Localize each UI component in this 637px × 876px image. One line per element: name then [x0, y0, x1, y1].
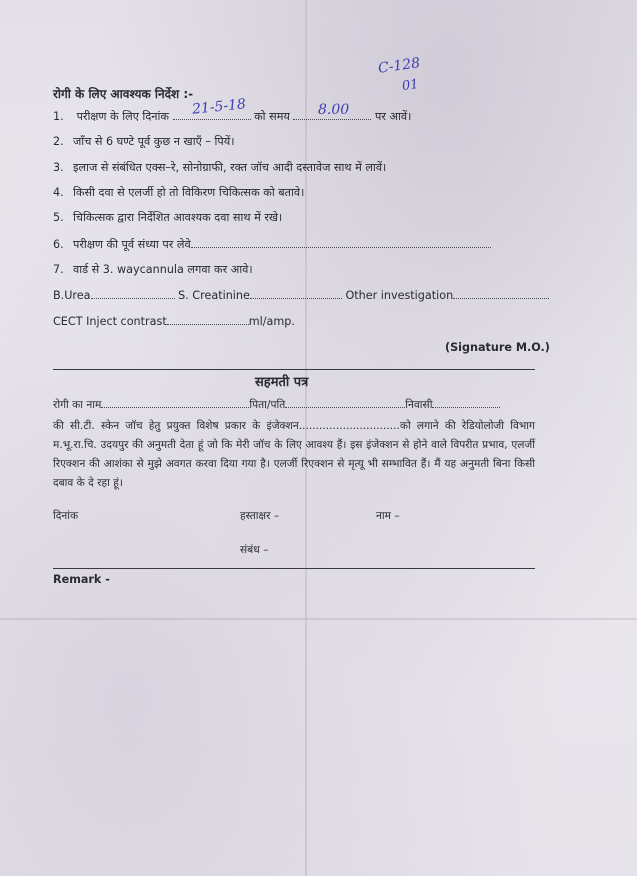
consent-signature-label: हस्ताक्षर –: [240, 510, 280, 522]
consent-body-text: की सी.टी. स्केन जॉच हेतु प्रयुक्त विशेष प्रकार के इंजेक्शन..............................को लगाने की रेडियोलोजी विभाग म.भू.रा.चि. उदयपुर की अनुमती देता हूं जो कि मेरी जॉच के लिए आवश्य हैं। इस इंजेक्शन से होने वाले विपरीत प्रभाव, एलर्जी रिएक्शन की आशंका से मुझे अवगत करवा दिया गया है। एलर्जी रिएक्शन से मृत्यू भी सम्भावित हैं। मैं यह अनुमती बिना किसी दबाव के दे रहा हूं।: [53, 420, 535, 489]
s-creatinine-label: S. Creatinine: [178, 289, 250, 302]
resident-field[interactable]: [432, 407, 500, 408]
lab-tests-row: [53, 289, 549, 302]
instruction-item-4: 4. किसी दवा से एलर्जी हो तो विकिरण चिकित्सक को बतावे।: [53, 186, 305, 199]
instruction-item-6: 6. परीक्षण की पूर्व संध्या पर लेवे: [53, 237, 491, 252]
consent-title: सहमती पत्र: [255, 375, 309, 390]
corner-note-line2: 01: [401, 76, 420, 95]
consent-name-label: नाम –: [376, 510, 400, 522]
parent-name-field[interactable]: [285, 407, 405, 408]
b-urea-field[interactable]: [91, 298, 175, 299]
signature-mo: (Signature M.O.): [445, 341, 550, 354]
instructions-heading: रोगी के लिए आवश्यक निर्देश :-: [53, 87, 194, 101]
consent-date-label: दिनांक: [53, 510, 79, 522]
consent-relation-label: संबंध –: [240, 544, 269, 556]
s-creatinine-field[interactable]: [250, 298, 342, 299]
instruction-item-5: 5. चिकित्सक द्वारा निर्देशित आवश्यक दवा साथ में रखे।: [53, 211, 283, 224]
exam-date-handwritten: 21-5-18: [191, 96, 247, 118]
remark-label: Remark -: [53, 573, 110, 586]
other-investigation-field[interactable]: [453, 298, 549, 299]
instruction-item-7: 7. वार्ड से 3. waycannula लगवा कर आवे।: [53, 263, 253, 276]
patient-name-field[interactable]: [101, 407, 249, 408]
consent-name-row: रोगी का नाम पिता/पति निवासी: [53, 398, 500, 412]
section-divider-bottom: [53, 568, 535, 569]
b-urea-label: B.Urea: [53, 289, 91, 302]
exam-time-field[interactable]: [293, 119, 371, 120]
instruction-item-2: 2. जाँच से 6 घण्टे पूर्व कुछ न खाएँ – पियें।: [53, 135, 235, 148]
instruction-item-3: 3. इलाज से संबंधित एक्स–रे, सोनोग्राफी, रक्त जॉच आदी दस्तावेज साथ में लावें।: [53, 161, 387, 174]
section-divider-top: [53, 369, 535, 370]
other-investigation-label: Other investigation: [345, 289, 454, 302]
cect-row: CECT Inject contrast ml/amp.: [53, 315, 295, 328]
fold-crease-horizontal: [0, 618, 637, 620]
evening-before-field[interactable]: [191, 247, 491, 248]
cect-contrast-field[interactable]: [167, 324, 249, 325]
exam-time-handwritten: 8.00: [318, 102, 350, 118]
instruction-item-1: 1. परीक्षण के लिए दिनांक को समय पर आवें।: [53, 110, 412, 123]
corner-note-line1: C-128: [377, 55, 422, 77]
exam-date-field[interactable]: [173, 119, 251, 120]
